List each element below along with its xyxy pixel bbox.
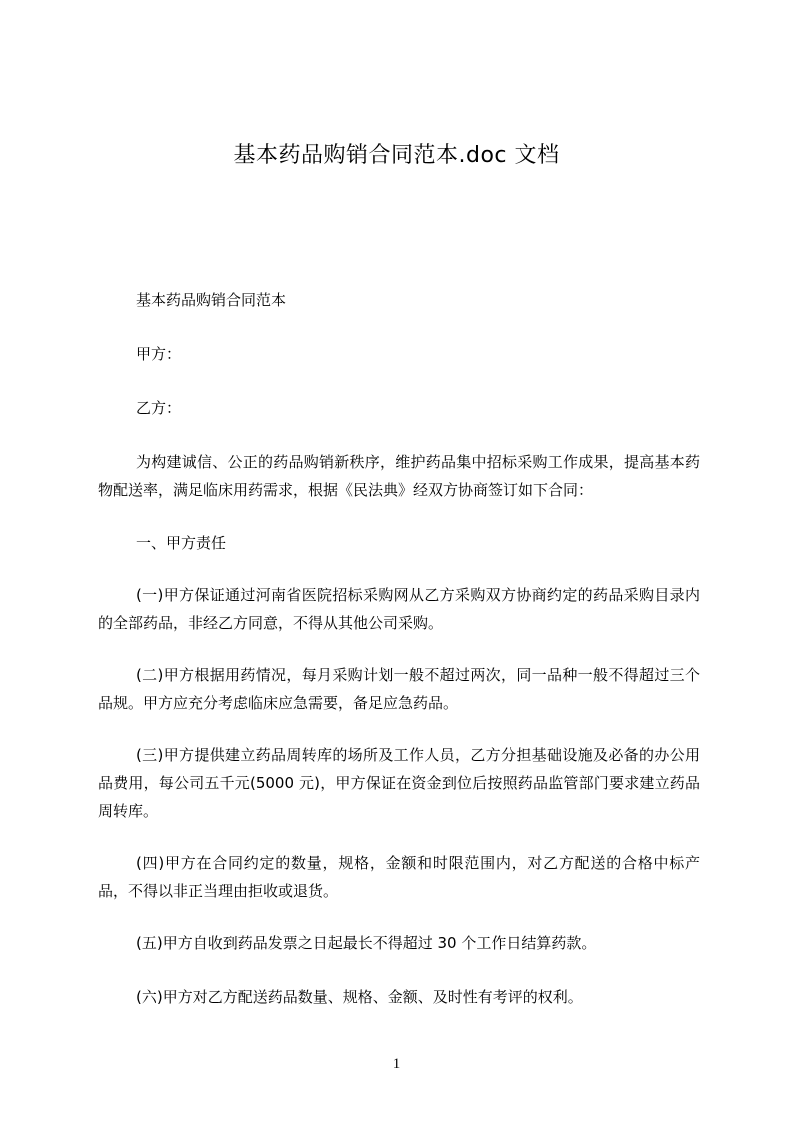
- document-title: 基本药品购销合同范本.doc 文档: [233, 143, 560, 168]
- party-b-line: 乙方：: [136, 399, 182, 417]
- clause-6: (六)甲方对乙方配送药品数量、规格、金额、及时性有考评的权利。: [136, 988, 583, 1006]
- clause-1: (一)甲方保证通过河南省医院招标采购网从乙方采购双方协商约定的药品采购目录内的全部药品，非经乙方同意，不得从其他公司采购。: [98, 586, 700, 632]
- contract-heading: 基本药品购销合同范本: [136, 291, 287, 309]
- party-a-line: 甲方：: [136, 345, 182, 363]
- preamble-paragraph: 为构建诚信、公正的药品购销新秩序，维护药品集中招标采购工作成果，提高基本药物配送率，满足临床用药需求，根据《民法典》经双方协商签订如下合同：: [98, 453, 700, 499]
- section-heading-party-a-duties: 一、甲方责任: [136, 534, 227, 552]
- clause-3: (三)甲方提供建立药品周转库的场所及工作人员，乙方分担基础设施及必备的办公用品费用，每公司五千元(5000 元)，甲方保证在资金到位后按照药品监管部门要求建立药品周转库。: [98, 746, 700, 820]
- clause-2: (二)甲方根据用药情况，每月采购计划一般不超过两次，同一品种一般不得超过三个品规。甲方应充分考虑临床应急需要，备足应急药品。: [98, 666, 700, 712]
- clause-4: (四)甲方在合同约定的数量，规格，金额和时限范围内，对乙方配送的合格中标产品，不得以非正当理由拒收或退货。: [98, 854, 700, 900]
- page-number: 1: [392, 1056, 401, 1072]
- clause-5: (五)甲方自收到药品发票之日起最长不得超过 30 个工作日结算药款。: [136, 934, 597, 952]
